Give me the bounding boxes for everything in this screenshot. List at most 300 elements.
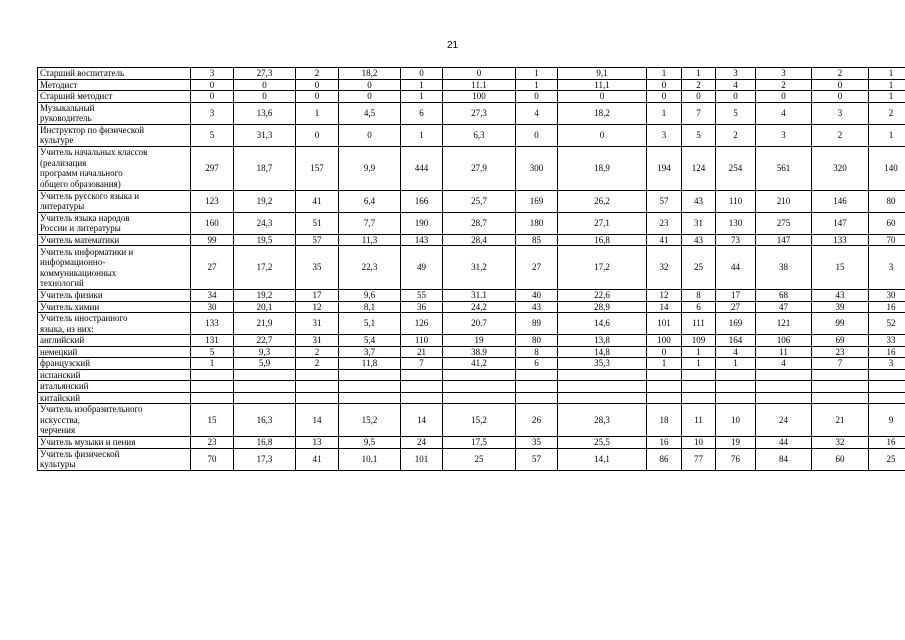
table-cell bbox=[716, 369, 756, 381]
table-cell: 140 bbox=[869, 146, 905, 190]
table-cell: 0 bbox=[339, 91, 401, 103]
table-cell: 0 bbox=[716, 91, 756, 103]
table-cell: 300 bbox=[516, 146, 558, 190]
table-cell: 4 bbox=[716, 79, 756, 91]
table-row bbox=[38, 404, 905, 437]
table-cell: 24,3 bbox=[234, 212, 296, 234]
table-cell bbox=[443, 392, 516, 404]
table-cell: 51 bbox=[296, 212, 339, 234]
table-cell: 3 bbox=[869, 246, 905, 290]
table-cell: 14,8 bbox=[558, 346, 647, 358]
table-cell: 28,4 bbox=[443, 234, 516, 246]
table-cell: 32 bbox=[812, 437, 869, 449]
table-cell: 123 bbox=[191, 190, 234, 212]
table-cell: 33 bbox=[869, 335, 905, 347]
table-cell: 1 bbox=[716, 358, 756, 370]
table-cell: 275 bbox=[756, 212, 812, 234]
row-label bbox=[38, 290, 191, 302]
table-cell: 36 bbox=[401, 301, 443, 313]
table-cell: 11 bbox=[682, 404, 716, 437]
table-cell: 133 bbox=[191, 313, 234, 335]
table-cell: 1 bbox=[191, 358, 234, 370]
table-cell bbox=[716, 381, 756, 393]
table-cell: 131 bbox=[191, 335, 234, 347]
table-cell: 4 bbox=[716, 346, 756, 358]
table-cell: 86 bbox=[647, 448, 682, 470]
table-cell: 13,8 bbox=[558, 335, 647, 347]
table-cell: 1 bbox=[869, 124, 905, 146]
table-row bbox=[38, 212, 905, 234]
row-label bbox=[38, 102, 191, 124]
table-cell: 13,6 bbox=[234, 102, 296, 124]
table-cell: 15 bbox=[812, 246, 869, 290]
table-row bbox=[38, 346, 905, 358]
table-cell: 10 bbox=[716, 404, 756, 437]
table-row bbox=[38, 358, 905, 370]
table-cell: 0 bbox=[339, 124, 401, 146]
table-cell: 80 bbox=[516, 335, 558, 347]
table-cell: 4 bbox=[756, 102, 812, 124]
table-cell: 21 bbox=[812, 404, 869, 437]
table-cell: 55 bbox=[401, 290, 443, 302]
table-cell: 25 bbox=[869, 448, 905, 470]
table-cell: 10 bbox=[682, 437, 716, 449]
table-cell: 194 bbox=[647, 146, 682, 190]
table-cell: 4 bbox=[516, 102, 558, 124]
table-cell: 0 bbox=[234, 91, 296, 103]
table-cell bbox=[296, 392, 339, 404]
table-cell: 5,9 bbox=[234, 358, 296, 370]
table-cell bbox=[558, 392, 647, 404]
table-cell: 22,7 bbox=[234, 335, 296, 347]
table-cell bbox=[647, 381, 682, 393]
table-cell: 16 bbox=[647, 437, 682, 449]
table-cell: 44 bbox=[716, 246, 756, 290]
table-cell: 17 bbox=[716, 290, 756, 302]
table-cell bbox=[812, 392, 869, 404]
table-cell: 18,9 bbox=[558, 146, 647, 190]
row-label bbox=[38, 313, 191, 335]
row-label-line: Старший методист bbox=[40, 91, 113, 101]
table-cell: 0 bbox=[812, 91, 869, 103]
table-row bbox=[38, 190, 905, 212]
table-row bbox=[38, 301, 905, 313]
table-cell: 1 bbox=[401, 124, 443, 146]
table-cell: 147 bbox=[756, 234, 812, 246]
row-label-line: английский bbox=[40, 335, 85, 345]
table-cell: 147 bbox=[812, 212, 869, 234]
table-cell: 19,2 bbox=[234, 190, 296, 212]
table-cell: 2 bbox=[296, 346, 339, 358]
row-label-line: Учитель иностранного bbox=[40, 313, 128, 323]
table-cell: 19 bbox=[716, 437, 756, 449]
table-cell: 17 bbox=[296, 290, 339, 302]
table-cell: 164 bbox=[716, 335, 756, 347]
row-label bbox=[38, 335, 191, 347]
table-cell: 9,3 bbox=[234, 346, 296, 358]
table-cell: 11.1 bbox=[443, 79, 516, 91]
table-cell: 43 bbox=[682, 234, 716, 246]
table-cell: 8 bbox=[516, 346, 558, 358]
table-cell: 126 bbox=[401, 313, 443, 335]
row-label-line: (реализация bbox=[40, 157, 87, 168]
table-cell: 18 bbox=[647, 404, 682, 437]
table-cell bbox=[339, 369, 401, 381]
table-cell: 21,9 bbox=[234, 313, 296, 335]
table-cell: 27,3 bbox=[234, 68, 296, 80]
table-cell: 17,2 bbox=[234, 246, 296, 290]
table-row bbox=[38, 369, 905, 381]
table-cell: 5 bbox=[191, 124, 234, 146]
table-cell: 1 bbox=[682, 68, 716, 80]
table-cell: 16,8 bbox=[234, 437, 296, 449]
row-label bbox=[38, 381, 191, 393]
table-cell: 7,7 bbox=[339, 212, 401, 234]
table-row bbox=[38, 448, 905, 470]
table-cell: 35,3 bbox=[558, 358, 647, 370]
row-label-line: искусства, bbox=[40, 414, 80, 425]
table-cell: 2 bbox=[812, 124, 869, 146]
row-label-line: Инструктор по физической bbox=[40, 124, 145, 135]
table-cell: 4 bbox=[756, 358, 812, 370]
table-cell: 41 bbox=[647, 234, 682, 246]
table-cell: 101 bbox=[647, 313, 682, 335]
table-cell: 19 bbox=[443, 335, 516, 347]
table-cell: 22,6 bbox=[558, 290, 647, 302]
table-row bbox=[38, 290, 905, 302]
table-cell: 40 bbox=[516, 290, 558, 302]
table-cell: 15,2 bbox=[339, 404, 401, 437]
table-cell: 7 bbox=[401, 358, 443, 370]
table-cell bbox=[558, 381, 647, 393]
table-cell: 80 bbox=[869, 190, 905, 212]
table-cell bbox=[869, 392, 905, 404]
table-cell: 31 bbox=[296, 335, 339, 347]
table-cell: 31,2 bbox=[443, 246, 516, 290]
table-cell: 43 bbox=[516, 301, 558, 313]
table-cell: 1 bbox=[647, 68, 682, 80]
table-cell: 35 bbox=[296, 246, 339, 290]
table-cell: 0 bbox=[812, 79, 869, 91]
row-label-line: Учитель физики bbox=[40, 290, 103, 300]
table-cell: 27,9 bbox=[443, 146, 516, 190]
table-cell: 124 bbox=[682, 146, 716, 190]
table-cell: 110 bbox=[716, 190, 756, 212]
table-cell: 70 bbox=[869, 234, 905, 246]
table-cell: 43 bbox=[682, 190, 716, 212]
table-cell: 143 bbox=[401, 234, 443, 246]
table-cell: 2 bbox=[812, 68, 869, 80]
table-cell: 0 bbox=[647, 346, 682, 358]
row-label-line: немецкий bbox=[40, 346, 78, 357]
table-cell: 21 bbox=[401, 346, 443, 358]
table-cell: 3 bbox=[647, 124, 682, 146]
table-cell: 22,3 bbox=[339, 246, 401, 290]
table-cell: 0 bbox=[191, 91, 234, 103]
table-cell: 38 bbox=[756, 246, 812, 290]
table-cell: 9,9 bbox=[339, 146, 401, 190]
table-cell: 24 bbox=[401, 437, 443, 449]
table-cell: 2 bbox=[869, 102, 905, 124]
table-row bbox=[38, 234, 905, 246]
table-cell: 157 bbox=[296, 146, 339, 190]
table-cell: 24 bbox=[756, 404, 812, 437]
table-cell: 24,2 bbox=[443, 301, 516, 313]
table-cell: 17,5 bbox=[443, 437, 516, 449]
table-cell: 49 bbox=[401, 246, 443, 290]
table-cell: 25,5 bbox=[558, 437, 647, 449]
table-cell: 133 bbox=[812, 234, 869, 246]
row-label-line: культуры bbox=[40, 459, 76, 469]
row-label-line: Музыкальный bbox=[40, 102, 95, 113]
row-label bbox=[38, 358, 191, 370]
table-cell: 60 bbox=[812, 448, 869, 470]
table-cell: 14,6 bbox=[558, 313, 647, 335]
table-row bbox=[38, 124, 905, 146]
table-cell: 32 bbox=[647, 246, 682, 290]
table-row bbox=[38, 335, 905, 347]
table-cell: 9 bbox=[869, 404, 905, 437]
row-label bbox=[38, 404, 191, 437]
table-cell: 76 bbox=[716, 448, 756, 470]
row-label-line: Учитель математики bbox=[40, 234, 120, 245]
row-label-line: Учитель музыки и пения bbox=[40, 437, 136, 447]
table-cell: 109 bbox=[682, 335, 716, 347]
table-cell: 10.1 bbox=[339, 448, 401, 470]
table-row bbox=[38, 246, 905, 290]
table-cell bbox=[682, 392, 716, 404]
table-row bbox=[38, 437, 905, 449]
table-cell: 9,5 bbox=[339, 437, 401, 449]
table-cell: 16,3 bbox=[234, 404, 296, 437]
row-label-line: информационно- bbox=[40, 257, 106, 267]
table-cell: 18,2 bbox=[339, 68, 401, 80]
table-cell: 70 bbox=[191, 448, 234, 470]
table-cell: 28,9 bbox=[558, 301, 647, 313]
table-cell bbox=[234, 369, 296, 381]
row-label-line: языка, из них: bbox=[40, 323, 94, 334]
table-cell: 60 bbox=[869, 212, 905, 234]
table-cell: 23 bbox=[647, 212, 682, 234]
row-label-line: технологий bbox=[40, 278, 84, 288]
table-cell: 0 bbox=[647, 91, 682, 103]
table-cell: 1 bbox=[869, 68, 905, 80]
table-cell: 68 bbox=[756, 290, 812, 302]
table-row bbox=[38, 392, 905, 404]
table-cell bbox=[812, 369, 869, 381]
table-cell: 2 bbox=[756, 79, 812, 91]
row-label bbox=[38, 234, 191, 246]
table-cell: 26 bbox=[516, 404, 558, 437]
table-cell bbox=[682, 369, 716, 381]
table-cell: 28,3 bbox=[558, 404, 647, 437]
table-cell: 99 bbox=[191, 234, 234, 246]
table-cell: 169 bbox=[516, 190, 558, 212]
table-cell: 11 bbox=[756, 346, 812, 358]
table-cell bbox=[296, 381, 339, 393]
row-label bbox=[38, 68, 191, 80]
row-label-line: литературы bbox=[40, 201, 85, 211]
row-label bbox=[38, 346, 191, 358]
row-label-line: культуре bbox=[40, 135, 74, 145]
table-cell: 34 bbox=[191, 290, 234, 302]
table-cell: 1 bbox=[516, 68, 558, 80]
table-cell: 26,2 bbox=[558, 190, 647, 212]
table-cell: 100 bbox=[647, 335, 682, 347]
table-cell: 15 bbox=[191, 404, 234, 437]
table-cell: 14 bbox=[647, 301, 682, 313]
table-cell: 8 bbox=[682, 290, 716, 302]
table-cell: 0 bbox=[191, 79, 234, 91]
row-label-line: Учитель информатики и bbox=[40, 246, 134, 257]
table-cell: 57 bbox=[647, 190, 682, 212]
row-label-line: Методист bbox=[40, 79, 78, 90]
table-cell: 3 bbox=[191, 68, 234, 80]
table-cell: 16,8 bbox=[558, 234, 647, 246]
table-cell: 47 bbox=[756, 301, 812, 313]
table-cell: 73 bbox=[716, 234, 756, 246]
table-cell: 0 bbox=[516, 124, 558, 146]
row-label-line: китайский bbox=[40, 392, 81, 403]
table-cell: 41 bbox=[296, 448, 339, 470]
table-cell: 69 bbox=[812, 335, 869, 347]
table-cell bbox=[191, 392, 234, 404]
row-label-line: России и литературы bbox=[40, 223, 121, 233]
table-cell: 17,3 bbox=[234, 448, 296, 470]
row-label bbox=[38, 190, 191, 212]
table-cell: 30 bbox=[191, 301, 234, 313]
table-cell: 18,2 bbox=[558, 102, 647, 124]
table-cell: 9,6 bbox=[339, 290, 401, 302]
row-label bbox=[38, 79, 191, 91]
row-label bbox=[38, 91, 191, 103]
table-cell: 57 bbox=[296, 234, 339, 246]
table-row bbox=[38, 68, 905, 80]
row-label-line: Учитель начальных классов bbox=[40, 147, 148, 157]
table-cell bbox=[756, 392, 812, 404]
table-cell: 7 bbox=[812, 358, 869, 370]
table-cell: 15,2 bbox=[443, 404, 516, 437]
table-cell: 23 bbox=[812, 346, 869, 358]
table-cell: 89 bbox=[516, 313, 558, 335]
table-cell: 146 bbox=[812, 190, 869, 212]
row-label bbox=[38, 146, 191, 190]
table-cell: 0 bbox=[443, 68, 516, 80]
table-cell: 30 bbox=[869, 290, 905, 302]
row-label-line: испанский bbox=[40, 369, 81, 380]
table-cell: 320 bbox=[812, 146, 869, 190]
table-cell: 1 bbox=[869, 91, 905, 103]
table-cell: 0 bbox=[234, 79, 296, 91]
table-cell: 3 bbox=[756, 124, 812, 146]
table-cell: 166 bbox=[401, 190, 443, 212]
table-cell bbox=[401, 381, 443, 393]
row-label bbox=[38, 448, 191, 470]
table-cell bbox=[339, 381, 401, 393]
table-cell: 2 bbox=[682, 79, 716, 91]
table-cell bbox=[647, 392, 682, 404]
table-cell: 31 bbox=[296, 313, 339, 335]
table-row bbox=[38, 102, 905, 124]
table-cell: 23 bbox=[191, 437, 234, 449]
table-cell: 1 bbox=[682, 346, 716, 358]
row-label bbox=[38, 124, 191, 146]
table-cell: 20.7 bbox=[443, 313, 516, 335]
row-label bbox=[38, 369, 191, 381]
table-cell: 14 bbox=[401, 404, 443, 437]
table-cell: 25,7 bbox=[443, 190, 516, 212]
table-cell: 2 bbox=[296, 358, 339, 370]
table-cell: 0 bbox=[296, 124, 339, 146]
table-cell: 169 bbox=[716, 313, 756, 335]
table-cell: 106 bbox=[756, 335, 812, 347]
table-cell bbox=[869, 369, 905, 381]
table-cell bbox=[812, 381, 869, 393]
table-cell: 85 bbox=[516, 234, 558, 246]
table-cell: 100 bbox=[443, 91, 516, 103]
table-cell: 5 bbox=[191, 346, 234, 358]
table-cell: 3 bbox=[812, 102, 869, 124]
table-cell: 0 bbox=[756, 91, 812, 103]
table-cell: 0 bbox=[558, 91, 647, 103]
row-label-line: программ начального bbox=[40, 168, 123, 178]
table-cell: 0 bbox=[647, 79, 682, 91]
table-cell: 5 bbox=[682, 124, 716, 146]
table-cell bbox=[401, 392, 443, 404]
table-cell: 101 bbox=[401, 448, 443, 470]
table-cell: 110 bbox=[401, 335, 443, 347]
table-cell: 11,1 bbox=[558, 79, 647, 91]
table-cell: 44 bbox=[756, 437, 812, 449]
table-cell bbox=[339, 392, 401, 404]
row-label-line: Учитель языка народов bbox=[40, 212, 130, 223]
table-cell: 43 bbox=[812, 290, 869, 302]
table-cell bbox=[191, 369, 234, 381]
table-cell: 35 bbox=[516, 437, 558, 449]
table-cell: 20,1 bbox=[234, 301, 296, 313]
table-cell: 1 bbox=[516, 79, 558, 91]
table-cell: 210 bbox=[756, 190, 812, 212]
table-cell: 57 bbox=[516, 448, 558, 470]
table-row bbox=[38, 79, 905, 91]
table-cell bbox=[558, 369, 647, 381]
table-cell bbox=[869, 381, 905, 393]
table-cell: 5,4 bbox=[339, 335, 401, 347]
table-cell: 5 bbox=[716, 102, 756, 124]
table-cell: 1 bbox=[869, 79, 905, 91]
table-cell: 52 bbox=[869, 313, 905, 335]
table-cell: 39 bbox=[812, 301, 869, 313]
table-cell bbox=[401, 369, 443, 381]
table-cell: 14 bbox=[296, 404, 339, 437]
table-cell: 9,1 bbox=[558, 68, 647, 80]
table-cell: 16 bbox=[869, 301, 905, 313]
row-label bbox=[38, 246, 191, 290]
table-cell bbox=[443, 369, 516, 381]
table-cell bbox=[296, 369, 339, 381]
table-cell: 5,1 bbox=[339, 313, 401, 335]
table-cell bbox=[756, 381, 812, 393]
table-cell: 27 bbox=[716, 301, 756, 313]
table-cell bbox=[443, 381, 516, 393]
row-label-line: Учитель изобразительного bbox=[40, 404, 143, 415]
table-cell: 19,5 bbox=[234, 234, 296, 246]
table-cell: 3 bbox=[191, 102, 234, 124]
table-cell bbox=[516, 369, 558, 381]
table-cell: 12 bbox=[647, 290, 682, 302]
table-cell: 0 bbox=[682, 91, 716, 103]
table-cell: 25 bbox=[443, 448, 516, 470]
